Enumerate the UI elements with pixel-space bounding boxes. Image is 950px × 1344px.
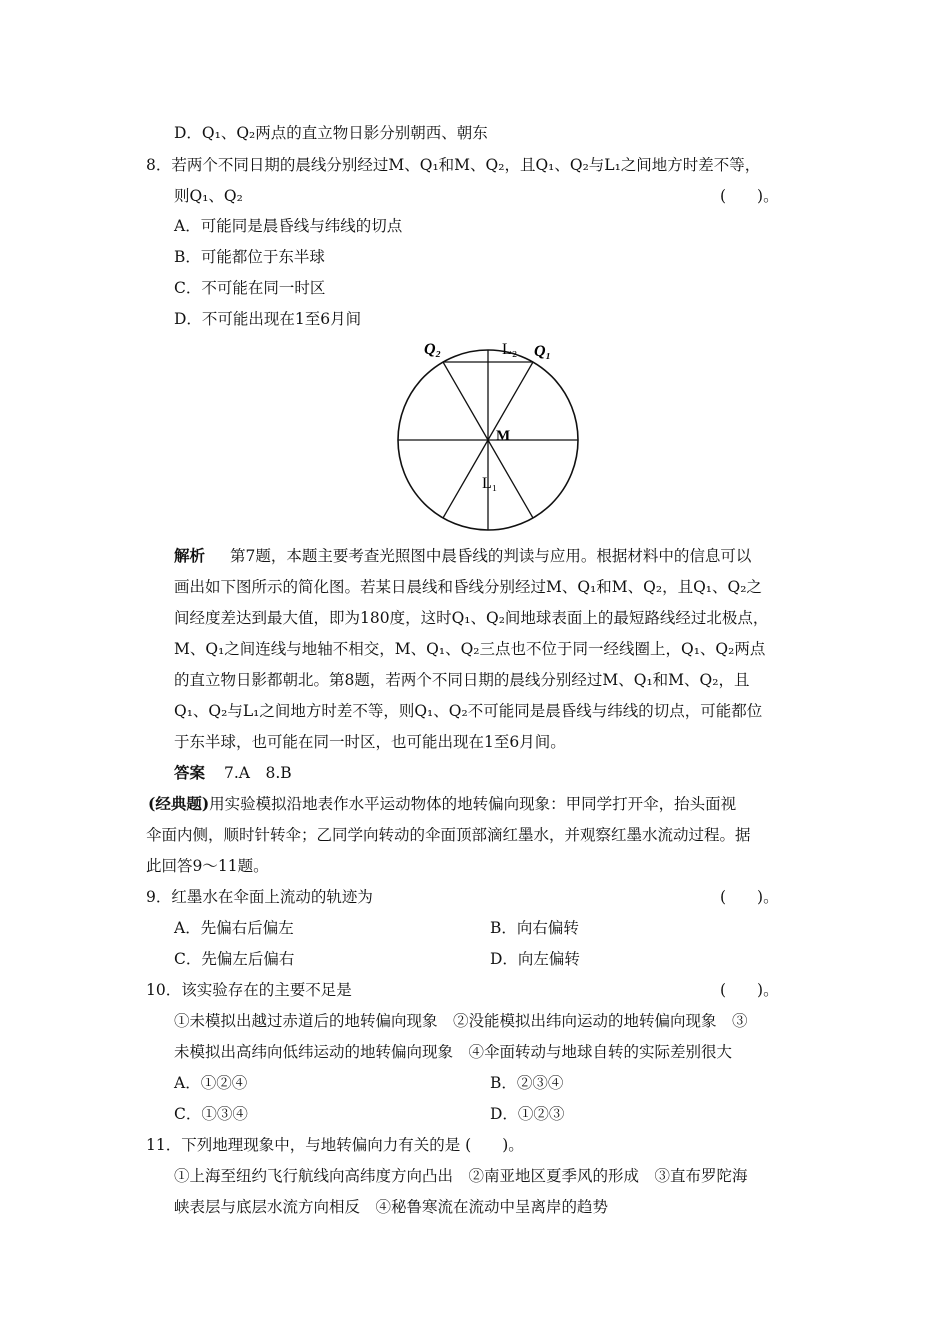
analysis-line-5: 的直立物日影都朝北。第8题，若两个不同日期的晨线分别经过M、Q₁和M、Q₂，且 — [174, 671, 750, 689]
q8-option-c: C．不可能在同一时区 — [174, 279, 326, 297]
illumination-diagram — [390, 336, 590, 536]
answer-text: 7.A 8.B — [224, 764, 292, 782]
q11-stem: 11．下列地理现象中，与地转偏向力有关的是 ( )。 — [146, 1136, 524, 1154]
q7-option-d: D．Q₁、Q₂两点的直立物日影分别朝西、朝东 — [174, 124, 488, 142]
label-l2: L₂ — [502, 341, 518, 358]
q11-statements-line1: ①上海至纽约飞行航线向高纬度方向凸出 ②南亚地区夏季风的形成 ③直布罗陀海 — [174, 1167, 748, 1185]
q11-statements-line2: 峡表层与底层水流方向相反 ④秘鲁寒流在流动中呈离岸的趋势 — [174, 1198, 609, 1216]
q9-option-c: C．先偏左后偏右 — [174, 950, 295, 968]
q9-option-d: D．向左偏转 — [490, 950, 580, 968]
q10-statements-line1: ①未模拟出越过赤道后的地转偏向现象 ②没能模拟出纬向运动的地转偏向现象 ③ — [174, 1012, 748, 1030]
q9-option-b: B．向右偏转 — [490, 919, 579, 937]
q10-option-d: D．①②③ — [490, 1105, 565, 1123]
intro-tag: (经典题) — [148, 794, 210, 813]
analysis-line-1: 第7题，本题主要考查光照图中晨昏线的判读与应用。根据材料中的信息可以 — [230, 547, 752, 565]
q8-answer-paren: ( )。 — [720, 187, 779, 205]
analysis-line-6: Q₁、Q₂与L₁之间地方时差不等，则Q₁、Q₂不可能同是晨昏线与纬线的切点，可能都位 — [174, 702, 763, 720]
intro-line-1-text: 用实验模拟沿地表作水平运动物体的地转偏向现象：甲同学打开伞，抬头面视 — [209, 795, 737, 813]
q9-stem: 9．红墨水在伞面上流动的轨迹为 — [146, 888, 373, 906]
q8-stem-line1: 8．若两个不同日期的晨线分别经过M、Q₁和M、Q₂，且Q₁、Q₂与L₁之间地方时差不等， — [146, 156, 761, 174]
diagonal-q2-m — [443, 362, 488, 440]
q10-option-a: A．①②④ — [174, 1074, 248, 1092]
label-m: M — [496, 428, 511, 444]
intro-line-1 — [148, 794, 736, 814]
q10-option-c: C．①③④ — [174, 1105, 248, 1123]
analysis-label: 解析 — [174, 546, 206, 565]
q8-option-d: D．不可能出现在1至6月间 — [174, 310, 362, 328]
diagonal-q1-m — [488, 362, 533, 440]
analysis-line-7: 于东半球，也可能在同一时区，也可能出现在1至6月间。 — [174, 733, 566, 751]
intro-line-3: 此回答9～11题。 — [146, 857, 269, 875]
analysis-line-2: 画出如下图所示的简化图。若某日晨线和昏线分别经过M、Q₁和M、Q₂，且Q₁、Q₂之 — [174, 578, 762, 596]
q8-option-b: B．可能都位于东半球 — [174, 248, 325, 266]
q9-answer-paren: ( )。 — [720, 888, 779, 906]
label-q1: Q₁ — [534, 343, 552, 360]
q10-stem: 10．该实验存在的主要不足是 — [146, 981, 352, 999]
label-q2: Q₂ — [424, 341, 442, 358]
q9-option-a: A．先偏右后偏左 — [174, 919, 294, 937]
q8-option-a: A．可能同是晨昏线与纬线的切点 — [174, 217, 403, 235]
q8-stem-line2: 则Q₁、Q₂ — [174, 187, 243, 205]
q10-statements-line2: 未模拟出高纬向低纬运动的地转偏向现象 ④伞面转动与地球自转的实际差别很大 — [174, 1043, 733, 1061]
analysis-line-3: 间经度差达到最大值，即为180度，这时Q₁、Q₂间地球表面上的最短路线经过北极点， — [174, 609, 769, 627]
label-l1: L₁ — [482, 475, 498, 492]
q10-option-b: B．②③④ — [490, 1074, 564, 1092]
answer-label: 答案 — [174, 763, 206, 782]
analysis-line-4: M、Q₁之间连线与地轴不相交，M、Q₁、Q₂三点也不位于同一经线圈上，Q₁、Q₂两点 — [174, 640, 766, 658]
intro-line-2: 伞面内侧，顺时针转伞；乙同学向转动的伞面顶部滴红墨水，并观察红墨水流动过程。据 — [146, 826, 751, 844]
q10-answer-paren: ( )。 — [720, 981, 779, 999]
